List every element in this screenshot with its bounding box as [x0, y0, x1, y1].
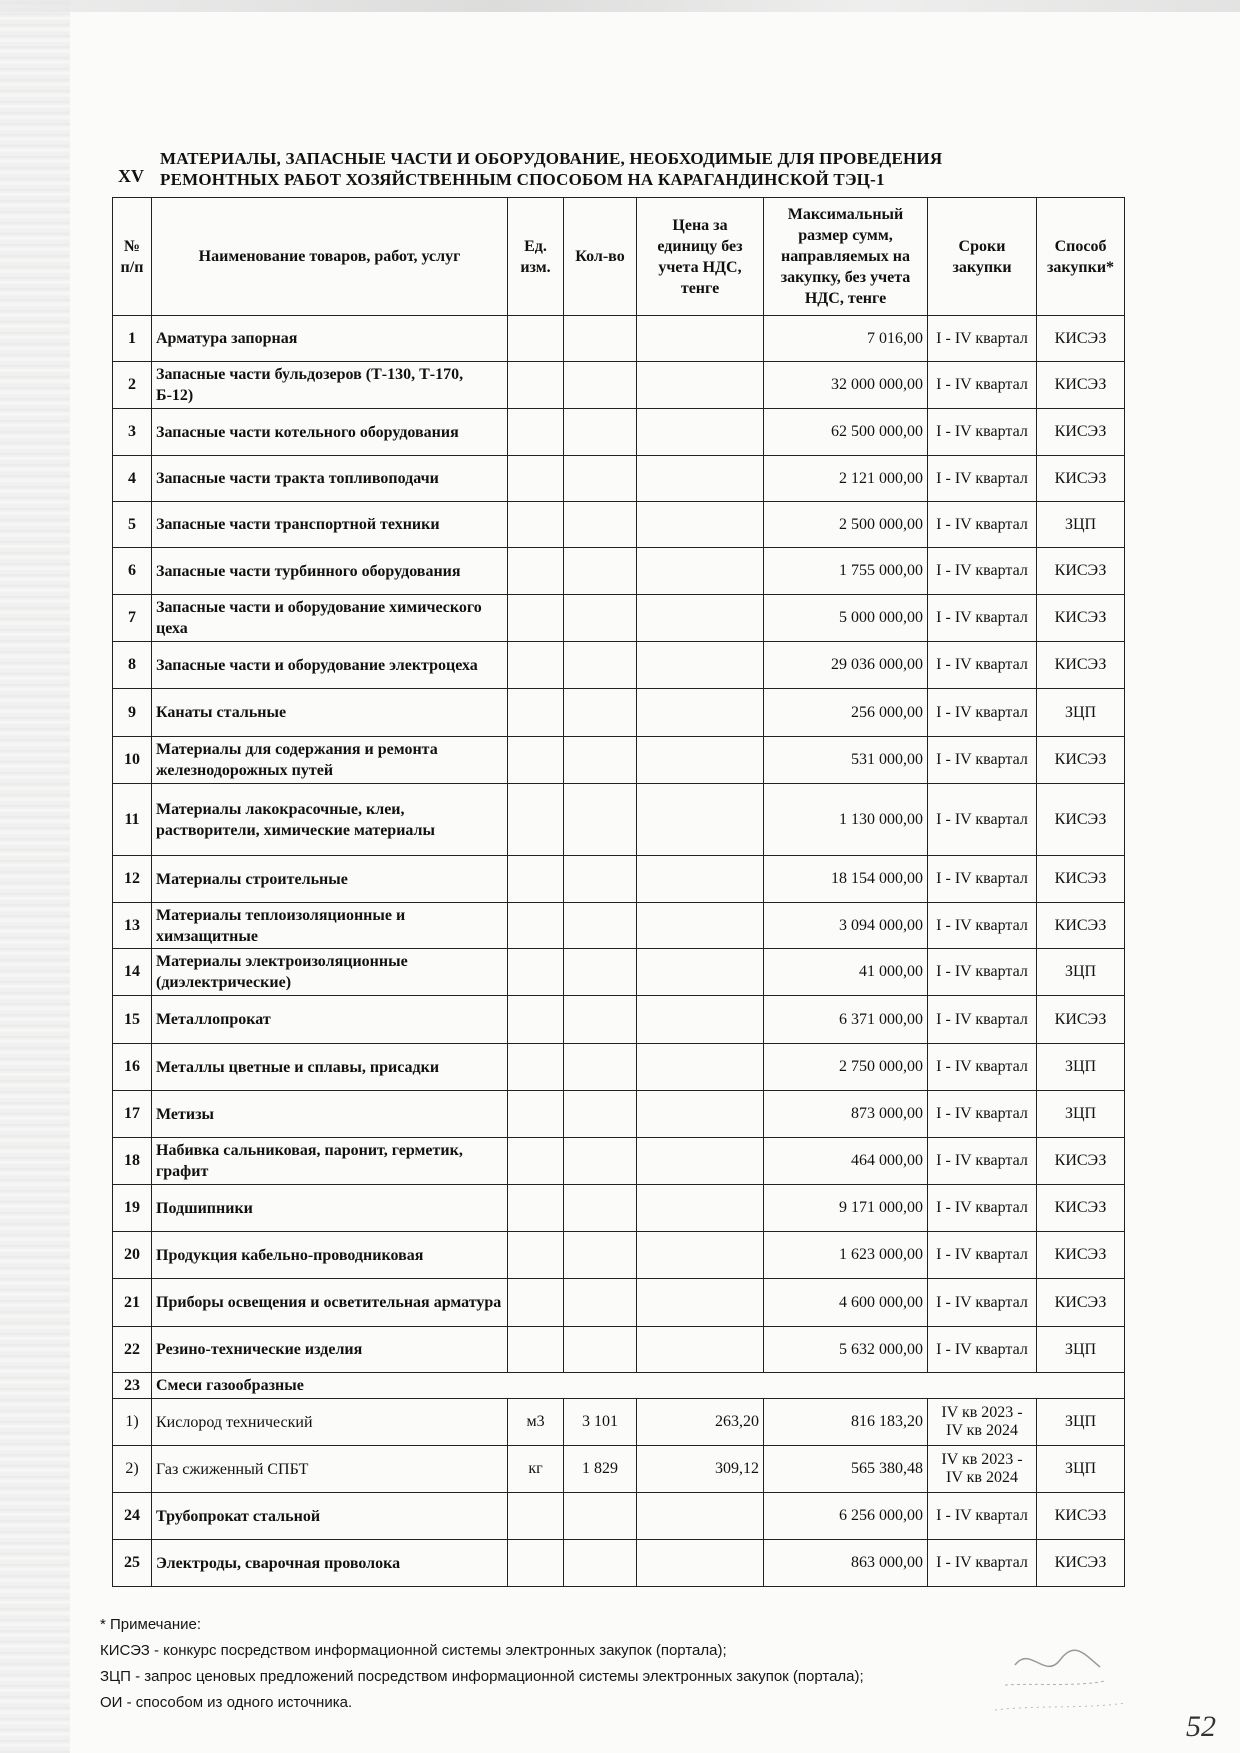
- cell-period: I - IV квартал: [928, 1540, 1037, 1587]
- cell-num: 8: [113, 642, 152, 689]
- cell-qty: [564, 502, 637, 548]
- cell-name: Электроды, сварочная проволока: [152, 1540, 508, 1587]
- cell-qty: [564, 456, 637, 502]
- table-row: [113, 548, 1125, 595]
- cell-qty: [564, 856, 637, 903]
- cell-price: [637, 689, 764, 737]
- cell-price: [637, 642, 764, 689]
- cell-name: Запасные части и оборудование электроцеха: [152, 642, 508, 689]
- cell-method: ЗЦП: [1037, 1091, 1125, 1138]
- cell-method: КИСЭЗ: [1037, 996, 1125, 1044]
- table-row: [113, 903, 1125, 949]
- table-row: [113, 996, 1125, 1044]
- cell-num: 7: [113, 595, 152, 642]
- cell-name: Запасные части котельного оборудования: [152, 409, 508, 456]
- cell-qty: [564, 1091, 637, 1138]
- cell-max-sum: 29 036 000,00: [764, 642, 928, 689]
- cell-max-sum: 2 750 000,00: [764, 1044, 928, 1091]
- cell-name: Кислород технический: [152, 1399, 508, 1446]
- header-price: Цена за единицу без учета НДС, тенге: [637, 198, 764, 316]
- cell-price: [637, 502, 764, 548]
- cell-num: 14: [113, 949, 152, 996]
- cell-name: Подшипники: [152, 1185, 508, 1232]
- cell-unit: [508, 362, 564, 409]
- cell-period: IV кв 2023 - IV кв 2024: [928, 1399, 1037, 1446]
- cell-qty: [564, 689, 637, 737]
- table-header: [113, 198, 1125, 316]
- signature-mark: [985, 1625, 1135, 1715]
- cell-method: ЗЦП: [1037, 1044, 1125, 1091]
- cell-unit: [508, 1185, 564, 1232]
- cell-method: ЗЦП: [1037, 1399, 1125, 1446]
- cell-qty: [564, 1185, 637, 1232]
- cell-method: КИСЭЗ: [1037, 1279, 1125, 1327]
- title-line-2: РЕМОНТНЫХ РАБОТ ХОЗЯЙСТВЕННЫМ СПОСОБОМ НА КАРАГАНДИНСКОЙ ТЭЦ-1: [160, 170, 885, 189]
- table-row: [113, 1185, 1125, 1232]
- cell-max-sum: 7 016,00: [764, 316, 928, 362]
- cell-method: КИСЭЗ: [1037, 1540, 1125, 1587]
- cell-method: ЗЦП: [1037, 949, 1125, 996]
- cell-name: Арматура запорная: [152, 316, 508, 362]
- cell-num: 13: [113, 903, 152, 949]
- cell-price: [637, 1540, 764, 1587]
- table-row: [113, 1232, 1125, 1279]
- cell-method: КИСЭЗ: [1037, 595, 1125, 642]
- table-row: [113, 362, 1125, 409]
- cell-name: Смеси газообразные: [152, 1373, 1125, 1399]
- cell-max-sum: 5 632 000,00: [764, 1327, 928, 1373]
- cell-qty: [564, 1232, 637, 1279]
- title-line-1: МАТЕРИАЛЫ, ЗАПАСНЫЕ ЧАСТИ И ОБОРУДОВАНИЕ, НЕОБХОДИМЫЕ ДЛЯ ПРОВЕДЕНИЯ: [160, 149, 943, 168]
- cell-name: Материалы лакокрасочные, клеи, растворители, химические материалы: [152, 784, 508, 856]
- cell-num: 17: [113, 1091, 152, 1138]
- table-row: [113, 1327, 1125, 1373]
- table-row: [113, 856, 1125, 903]
- cell-name: Металлы цветные и сплавы, присадки: [152, 1044, 508, 1091]
- cell-price: [637, 1185, 764, 1232]
- cell-qty: [564, 1540, 637, 1587]
- cell-method: КИСЭЗ: [1037, 642, 1125, 689]
- cell-max-sum: 1 130 000,00: [764, 784, 928, 856]
- cell-max-sum: 565 380,48: [764, 1446, 928, 1493]
- cell-name: Метизы: [152, 1091, 508, 1138]
- cell-price: [637, 409, 764, 456]
- cell-name: Запасные части транспортной техники: [152, 502, 508, 548]
- cell-unit: [508, 856, 564, 903]
- cell-method: КИСЭЗ: [1037, 856, 1125, 903]
- cell-price: [637, 737, 764, 784]
- footnote-line-oi: ОИ - способом из одного источника.: [100, 1694, 353, 1711]
- cell-unit: [508, 1327, 564, 1373]
- cell-qty: [564, 784, 637, 856]
- cell-name: Запасные части бульдозеров (Т-130, Т-170, Б-12): [152, 362, 508, 409]
- cell-price: [637, 548, 764, 595]
- cell-name: Запасные части тракта топливоподачи: [152, 456, 508, 502]
- cell-num: 25: [113, 1540, 152, 1587]
- cell-name: Резино-технические изделия: [152, 1327, 508, 1373]
- cell-price: [637, 456, 764, 502]
- cell-num: 16: [113, 1044, 152, 1091]
- cell-num: 12: [113, 856, 152, 903]
- table-row: [113, 1279, 1125, 1327]
- cell-name: Набивка сальниковая, паронит, герметик, графит: [152, 1138, 508, 1185]
- header-qty: Кол-во: [564, 198, 637, 316]
- cell-name: Продукция кабельно-проводниковая: [152, 1232, 508, 1279]
- cell-period: I - IV квартал: [928, 949, 1037, 996]
- cell-method: ЗЦП: [1037, 1446, 1125, 1493]
- cell-name: Материалы для содержания и ремонта железнодорожных путей: [152, 737, 508, 784]
- cell-name: Материалы теплоизоляционные и химзащитные: [152, 903, 508, 949]
- cell-qty: [564, 949, 637, 996]
- cell-unit: [508, 737, 564, 784]
- table-row: [113, 1044, 1125, 1091]
- cell-num: 1): [113, 1399, 152, 1446]
- cell-qty: [564, 737, 637, 784]
- cell-method: КИСЭЗ: [1037, 362, 1125, 409]
- cell-name: Приборы освещения и осветительная арматура: [152, 1279, 508, 1327]
- cell-unit: [508, 1232, 564, 1279]
- cell-qty: 1 829: [564, 1446, 637, 1493]
- cell-method: КИСЭЗ: [1037, 1493, 1125, 1540]
- cell-unit: [508, 1044, 564, 1091]
- cell-name: Материалы электроизоляционные (диэлектрические): [152, 949, 508, 996]
- section-number: XV: [118, 166, 144, 186]
- table-row: [113, 1540, 1125, 1587]
- table-row: [113, 784, 1125, 856]
- header-num: № п/п: [113, 198, 152, 316]
- cell-qty: [564, 996, 637, 1044]
- cell-period: I - IV квартал: [928, 502, 1037, 548]
- cell-period: I - IV квартал: [928, 996, 1037, 1044]
- cell-method: КИСЭЗ: [1037, 737, 1125, 784]
- table-row: [113, 502, 1125, 548]
- cell-price: [637, 362, 764, 409]
- cell-qty: [564, 1044, 637, 1091]
- cell-num: 18: [113, 1138, 152, 1185]
- cell-price: [637, 1493, 764, 1540]
- table-row: [113, 595, 1125, 642]
- cell-method: КИСЭЗ: [1037, 409, 1125, 456]
- cell-unit: [508, 784, 564, 856]
- header-method: Способ закупки*: [1037, 198, 1125, 316]
- cell-method: ЗЦП: [1037, 502, 1125, 548]
- cell-num: 2): [113, 1446, 152, 1493]
- cell-num: 1: [113, 316, 152, 362]
- cell-name: Трубопрокат стальной: [152, 1493, 508, 1540]
- cell-unit: м3: [508, 1399, 564, 1446]
- cell-price: [637, 1138, 764, 1185]
- header-period: Сроки закупки: [928, 198, 1037, 316]
- cell-qty: [564, 362, 637, 409]
- cell-period: I - IV квартал: [928, 362, 1037, 409]
- cell-period: I - IV квартал: [928, 689, 1037, 737]
- cell-num: 4: [113, 456, 152, 502]
- cell-unit: [508, 903, 564, 949]
- cell-qty: [564, 642, 637, 689]
- cell-unit: [508, 1279, 564, 1327]
- table-row: [113, 456, 1125, 502]
- document-title: [160, 148, 942, 190]
- cell-max-sum: 6 371 000,00: [764, 996, 928, 1044]
- table-row: [113, 689, 1125, 737]
- cell-period: I - IV квартал: [928, 1044, 1037, 1091]
- table-row: [113, 1138, 1125, 1185]
- cell-max-sum: 9 171 000,00: [764, 1185, 928, 1232]
- cell-price: [637, 1279, 764, 1327]
- cell-name: Газ сжиженный СПБТ: [152, 1446, 508, 1493]
- cell-num: 5: [113, 502, 152, 548]
- header-name: Наименование товаров, работ, услуг: [152, 198, 508, 316]
- cell-unit: [508, 316, 564, 362]
- cell-qty: 3 101: [564, 1399, 637, 1446]
- cell-period: I - IV квартал: [928, 856, 1037, 903]
- cell-price: [637, 996, 764, 1044]
- cell-period: I - IV квартал: [928, 1232, 1037, 1279]
- cell-max-sum: 41 000,00: [764, 949, 928, 996]
- table-group-row: [113, 1373, 1125, 1399]
- cell-max-sum: 531 000,00: [764, 737, 928, 784]
- cell-unit: кг: [508, 1446, 564, 1493]
- cell-price: [637, 1044, 764, 1091]
- table-row: [113, 1446, 1125, 1493]
- footnote: [100, 1612, 864, 1716]
- cell-unit: [508, 548, 564, 595]
- cell-unit: [508, 409, 564, 456]
- cell-max-sum: 256 000,00: [764, 689, 928, 737]
- cell-max-sum: 18 154 000,00: [764, 856, 928, 903]
- cell-method: КИСЭЗ: [1037, 1138, 1125, 1185]
- footnote-line-kisez: КИСЭЗ - конкурс посредством информационной системы электронных закупок (портала);: [100, 1642, 727, 1659]
- cell-num: 2: [113, 362, 152, 409]
- cell-price: 263,20: [637, 1399, 764, 1446]
- cell-num: 22: [113, 1327, 152, 1373]
- cell-max-sum: 1 623 000,00: [764, 1232, 928, 1279]
- cell-price: [637, 1327, 764, 1373]
- cell-max-sum: 5 000 000,00: [764, 595, 928, 642]
- cell-period: I - IV квартал: [928, 737, 1037, 784]
- cell-max-sum: 32 000 000,00: [764, 362, 928, 409]
- cell-num: 24: [113, 1493, 152, 1540]
- cell-max-sum: 464 000,00: [764, 1138, 928, 1185]
- cell-period: I - IV квартал: [928, 456, 1037, 502]
- cell-period: I - IV квартал: [928, 316, 1037, 362]
- cell-max-sum: 62 500 000,00: [764, 409, 928, 456]
- cell-period: I - IV квартал: [928, 1185, 1037, 1232]
- table-row: [113, 409, 1125, 456]
- cell-unit: [508, 1493, 564, 1540]
- cell-max-sum: 2 500 000,00: [764, 502, 928, 548]
- cell-method: КИСЭЗ: [1037, 903, 1125, 949]
- cell-method: КИСЭЗ: [1037, 456, 1125, 502]
- cell-unit: [508, 642, 564, 689]
- cell-qty: [564, 1138, 637, 1185]
- header-max-sum: Максимальный размер сумм, направляемых на закупку, без учета НДС, тенге: [764, 198, 928, 316]
- cell-name: Запасные части турбинного оборудования: [152, 548, 508, 595]
- cell-period: I - IV квартал: [928, 1138, 1037, 1185]
- cell-num: 15: [113, 996, 152, 1044]
- cell-period: I - IV квартал: [928, 595, 1037, 642]
- cell-qty: [564, 316, 637, 362]
- cell-unit: [508, 689, 564, 737]
- cell-qty: [564, 548, 637, 595]
- cell-period: I - IV квартал: [928, 1279, 1037, 1327]
- cell-method: КИСЭЗ: [1037, 548, 1125, 595]
- table-row: [113, 1091, 1125, 1138]
- cell-price: [637, 1091, 764, 1138]
- cell-qty: [564, 1493, 637, 1540]
- cell-unit: [508, 1091, 564, 1138]
- cell-period: I - IV квартал: [928, 903, 1037, 949]
- cell-num: 9: [113, 689, 152, 737]
- cell-method: КИСЭЗ: [1037, 316, 1125, 362]
- cell-period: I - IV квартал: [928, 548, 1037, 595]
- cell-qty: [564, 595, 637, 642]
- cell-name: Канаты стальные: [152, 689, 508, 737]
- cell-method: ЗЦП: [1037, 1327, 1125, 1373]
- cell-num: 21: [113, 1279, 152, 1327]
- cell-max-sum: 1 755 000,00: [764, 548, 928, 595]
- table-row: [113, 642, 1125, 689]
- cell-name: Материалы строительные: [152, 856, 508, 903]
- cell-price: 309,12: [637, 1446, 764, 1493]
- cell-method: КИСЭЗ: [1037, 1232, 1125, 1279]
- cell-price: [637, 595, 764, 642]
- footnote-line-zcp: ЗЦП - запрос ценовых предложений посредством информационной системы электронных закупок (портала);: [100, 1668, 864, 1685]
- cell-period: I - IV квартал: [928, 1091, 1037, 1138]
- cell-price: [637, 856, 764, 903]
- cell-name: Металлопрокат: [152, 996, 508, 1044]
- cell-max-sum: 873 000,00: [764, 1091, 928, 1138]
- cell-qty: [564, 1279, 637, 1327]
- cell-qty: [564, 1327, 637, 1373]
- scan-top-artifact: [0, 0, 1240, 12]
- cell-price: [637, 316, 764, 362]
- scan-edge-artifact: [0, 0, 70, 1753]
- cell-max-sum: 2 121 000,00: [764, 456, 928, 502]
- cell-price: [637, 784, 764, 856]
- cell-method: ЗЦП: [1037, 689, 1125, 737]
- page-number: 52: [1186, 1710, 1216, 1743]
- cell-num: 23: [113, 1373, 152, 1399]
- cell-unit: [508, 1540, 564, 1587]
- cell-method: КИСЭЗ: [1037, 784, 1125, 856]
- cell-price: [637, 949, 764, 996]
- cell-unit: [508, 996, 564, 1044]
- cell-max-sum: 6 256 000,00: [764, 1493, 928, 1540]
- cell-period: I - IV квартал: [928, 784, 1037, 856]
- cell-period: IV кв 2023 - IV кв 2024: [928, 1446, 1037, 1493]
- table-row: [113, 1399, 1125, 1446]
- procurement-table: [112, 197, 1125, 1587]
- cell-unit: [508, 456, 564, 502]
- cell-max-sum: 4 600 000,00: [764, 1279, 928, 1327]
- header-unit: Ед. изм.: [508, 198, 564, 316]
- cell-price: [637, 1232, 764, 1279]
- cell-num: 20: [113, 1232, 152, 1279]
- cell-period: I - IV квартал: [928, 1493, 1037, 1540]
- cell-num: 3: [113, 409, 152, 456]
- cell-num: 10: [113, 737, 152, 784]
- cell-qty: [564, 409, 637, 456]
- table-row: [113, 737, 1125, 784]
- cell-max-sum: 3 094 000,00: [764, 903, 928, 949]
- cell-num: 6: [113, 548, 152, 595]
- cell-qty: [564, 903, 637, 949]
- cell-unit: [508, 1138, 564, 1185]
- cell-num: 11: [113, 784, 152, 856]
- cell-period: I - IV квартал: [928, 642, 1037, 689]
- cell-max-sum: 816 183,20: [764, 1399, 928, 1446]
- table-row: [113, 316, 1125, 362]
- table-body: [113, 316, 1125, 1587]
- cell-period: I - IV квартал: [928, 1327, 1037, 1373]
- cell-num: 19: [113, 1185, 152, 1232]
- table-row: [113, 949, 1125, 996]
- cell-unit: [508, 502, 564, 548]
- cell-period: I - IV квартал: [928, 409, 1037, 456]
- cell-unit: [508, 949, 564, 996]
- cell-method: КИСЭЗ: [1037, 1185, 1125, 1232]
- table-row: [113, 1493, 1125, 1540]
- footnote-title: * Примечание:: [100, 1616, 201, 1633]
- cell-unit: [508, 595, 564, 642]
- cell-price: [637, 903, 764, 949]
- cell-max-sum: 863 000,00: [764, 1540, 928, 1587]
- cell-name: Запасные части и оборудование химического цеха: [152, 595, 508, 642]
